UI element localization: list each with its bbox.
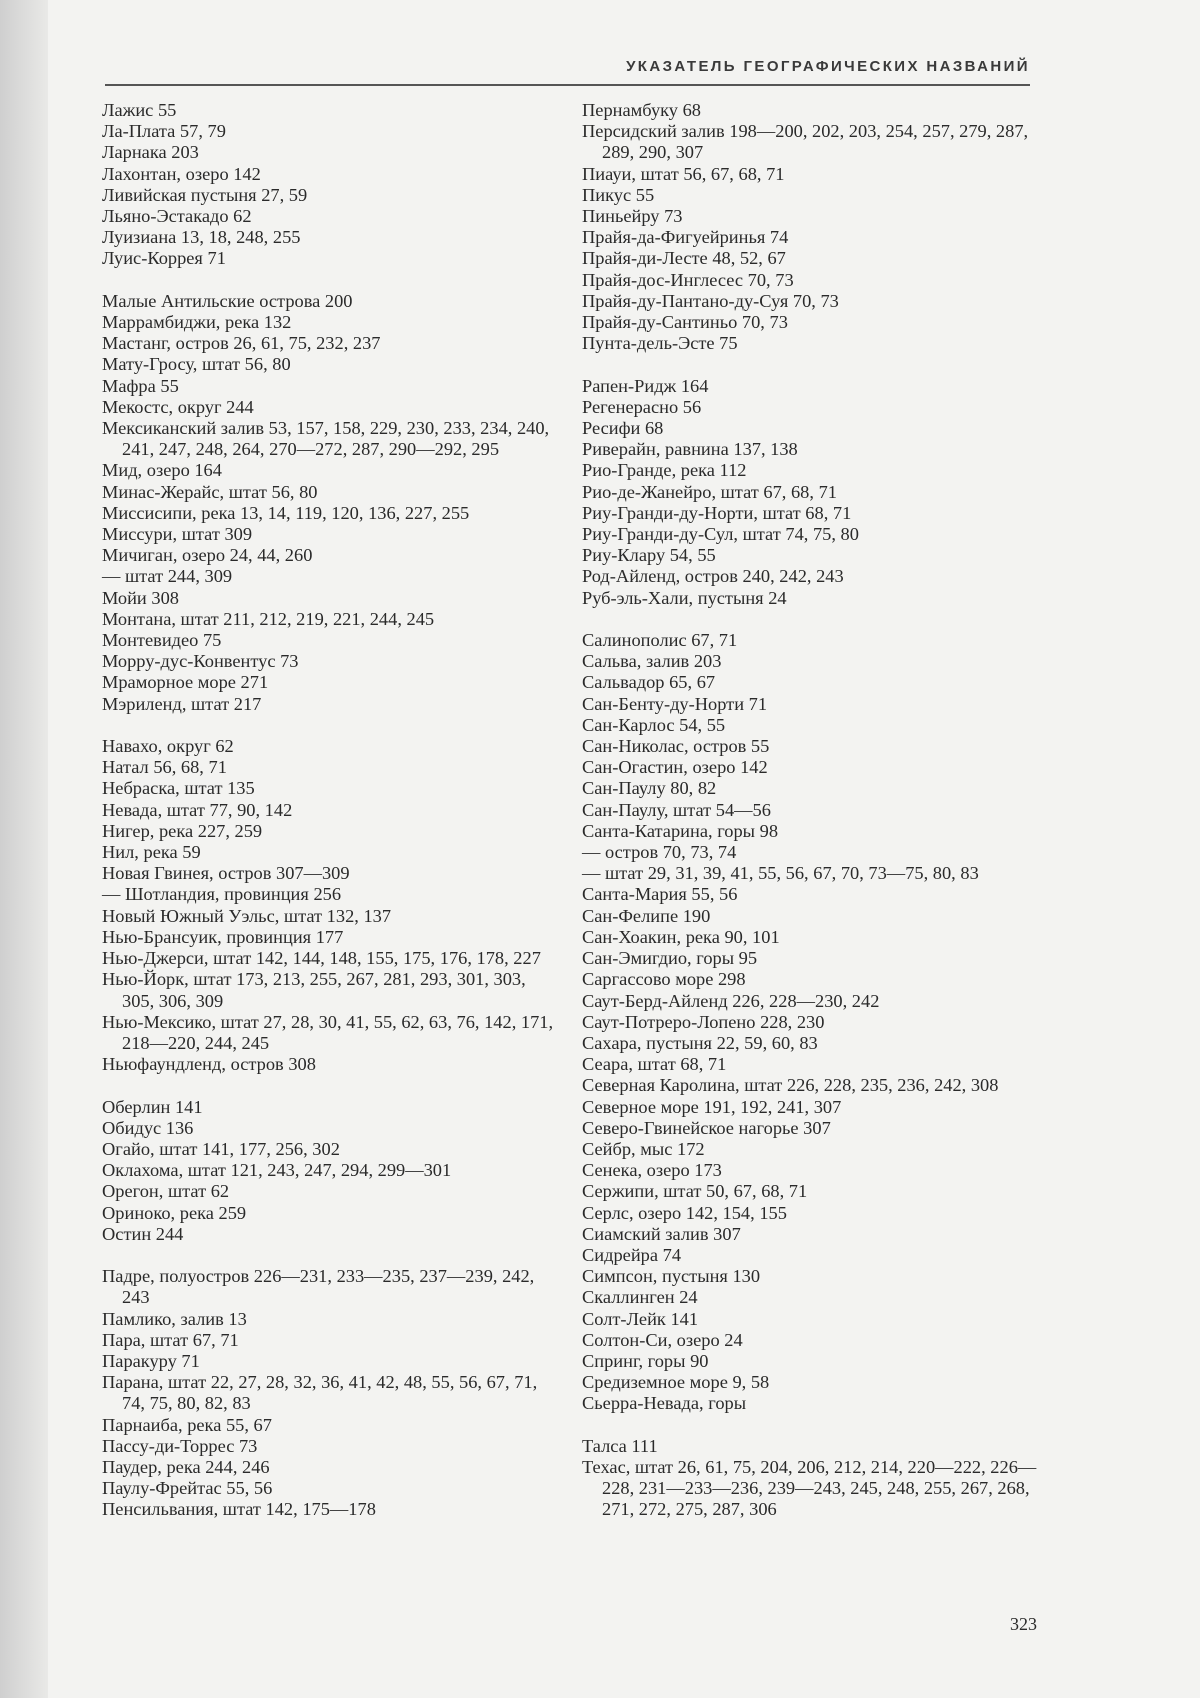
index-entry: Санта-Катарина, горы 98: [582, 820, 779, 841]
index-entry: Мекостс, округ 244: [102, 396, 254, 417]
index-entry: Сан-Бенту-ду-Норти 71: [582, 693, 768, 714]
index-entry: Натал 56, 68, 71: [102, 757, 227, 778]
index-entry: Монтевидео 75: [102, 630, 222, 651]
index-entry: Мичиган, озеро 24, 44, 260: [102, 545, 313, 566]
index-entry: Прайя-ду-Сантиньо 70, 73: [582, 312, 788, 333]
index-entry: Сан-Эмигдио, горы 95: [582, 948, 758, 969]
index-entry: Оберлин 141: [102, 1096, 203, 1117]
index-entry: Мойи 308: [102, 587, 179, 608]
index-entry: Остин 244: [102, 1223, 184, 1244]
index-entry: Ла-Плата 57, 79: [102, 121, 226, 142]
index-entry: Саут-Потреро-Лопено 228, 230: [582, 1011, 825, 1032]
index-entry: Прайя-да-Фигуейринья 74: [582, 227, 789, 248]
index-entry: Луис-Коррея 71: [102, 248, 226, 269]
index-entry: Мафра 55: [102, 375, 179, 396]
index-entry: Навахо, округ 62: [102, 736, 234, 757]
index-entry: Паулу-Фрейтас 55, 56: [102, 1478, 273, 1499]
index-entry: — штат 244, 309: [102, 566, 233, 587]
index-entry: Пенсильвания, штат 142, 175—178: [102, 1499, 376, 1520]
index-entry: Риу-Гранди-ду-Норти, штат 68, 71: [582, 502, 852, 523]
index-entry: Рио-де-Жанейро, штат 67, 68, 71: [582, 481, 837, 502]
index-entry: Техас, штат 26, 61, 75, 204, 206, 212, 214, 220—222, 226—228, 231—233—236, 239—243, 245, 248, 255, 267, 268, 271, 272, 275, 287, 306: [582, 1456, 1037, 1520]
index-entry: Регенерасно 56: [582, 396, 702, 417]
index-entry: Род-Айленд, остров 240, 242, 243: [582, 566, 844, 587]
index-entry: Сьерра-Невада, горы: [582, 1393, 747, 1414]
index-entry: Пернамбуку 68: [582, 100, 701, 120]
index-entry: Луизиана 13, 18, 248, 255: [102, 227, 301, 248]
index-entry: Мастанг, остров 26, 61, 75, 232, 237: [102, 333, 381, 354]
index-entry: Лажис 55: [102, 100, 177, 120]
index-entry: Небраска, штат 135: [102, 778, 255, 799]
index-entry: Сан-Паулу 80, 82: [582, 778, 717, 799]
index-entry: Сан-Паулу, штат 54—56: [582, 799, 771, 820]
index-entry: Огайо, штат 141, 177, 256, 302: [102, 1138, 340, 1159]
index-entry: Сан-Фелипе 190: [582, 905, 711, 926]
index-entry: Льяно-Эстакадо 62: [102, 206, 252, 227]
index-entry: Пунта-дель-Эсте 75: [582, 333, 738, 354]
page-edge-shadow: [0, 0, 48, 1698]
index-entry: Ньюфаундленд, остров 308: [102, 1054, 316, 1075]
index-entry: Прайя-ду-Пантано-ду-Суя 70, 73: [582, 290, 839, 311]
index-entry: Оклахома, штат 121, 243, 247, 294, 299—301: [102, 1160, 452, 1181]
index-entry: Парана, штат 22, 27, 28, 32, 36, 41, 42, 48, 55, 56, 67, 71, 74, 75, 80, 82, 83: [102, 1372, 538, 1414]
group-spacer: [582, 1415, 1042, 1436]
index-entry: Прайя-ди-Лесте 48, 52, 67: [582, 248, 786, 269]
index-entry: Сальва, залив 203: [582, 651, 722, 672]
index-entry: Сан-Огастин, озеро 142: [582, 757, 768, 778]
index-entry: Мату-Гросу, штат 56, 80: [102, 354, 291, 375]
index-entry: Саут-Берд-Айленд 226, 228—230, 242: [582, 990, 880, 1011]
index-entry: Средиземное море 9, 58: [582, 1372, 770, 1393]
group-spacer: [102, 270, 562, 291]
index-entry: Солт-Лейк 141: [582, 1308, 699, 1329]
index-entry: Северная Каролина, штат 226, 228, 235, 236, 242, 308: [582, 1075, 999, 1096]
index-entry: Сейбр, мыс 172: [582, 1138, 705, 1159]
index-entry: Малые Антильские острова 200: [102, 290, 353, 311]
index-entry: Пара, штат 67, 71: [102, 1329, 239, 1350]
index-entry: Нью-Брансуик, провинция 177: [102, 926, 344, 947]
group-spacer: [102, 715, 562, 736]
index-entry: Прайя-дос-Инглесес 70, 73: [582, 269, 794, 290]
index-entry: Пассу-ди-Торрес 73: [102, 1435, 258, 1456]
index-entry: Миссури, штат 309: [102, 524, 253, 545]
index-entry: Рапен-Ридж 164: [582, 375, 709, 396]
index-entry: Спринг, горы 90: [582, 1350, 709, 1371]
index-entry: Персидский залив 198—200, 202, 203, 254, 257, 279, 287, 289, 290, 307: [582, 121, 1029, 163]
index-entry: Северо-Гвинейское нагорье 307: [582, 1117, 831, 1138]
index-entry: — Шотландия, провинция 256: [102, 884, 342, 905]
index-entry: Пиньейру 73: [582, 206, 683, 227]
index-entry: Монтана, штат 211, 212, 219, 221, 244, 245: [102, 608, 435, 629]
index-entry: Нью-Мексико, штат 27, 28, 30, 41, 55, 62, 63, 76, 142, 171, 218—220, 244, 245: [102, 1011, 554, 1053]
index-entry: Сиамский залив 307: [582, 1223, 741, 1244]
index-entry: Ориноко, река 259: [102, 1202, 247, 1223]
index-entry: Лахонтан, озеро 142: [102, 163, 261, 184]
index-entry: Санта-Мария 55, 56: [582, 884, 738, 905]
group-spacer: [582, 609, 1042, 630]
index-entry: Сеара, штат 68, 71: [582, 1054, 727, 1075]
header-rule: [105, 84, 1030, 86]
index-entry: Серлс, озеро 142, 154, 155: [582, 1202, 787, 1223]
index-entry: Саргассово море 298: [582, 969, 746, 990]
index-entry: Миссисипи, река 13, 14, 119, 120, 136, 227, 255: [102, 502, 470, 523]
index-entry: Парнаиба, река 55, 67: [102, 1414, 272, 1435]
index-entry: Риверайн, равнина 137, 138: [582, 439, 798, 460]
index-entry: Новая Гвинея, остров 307—309: [102, 863, 350, 884]
index-entry: Талса 111: [582, 1435, 658, 1456]
index-entry: Пиауи, штат 56, 67, 68, 71: [582, 163, 785, 184]
index-column-left: [102, 100, 562, 1521]
index-entry: Сан-Карлос 54, 55: [582, 714, 726, 735]
index-entry: Нил, река 59: [102, 842, 201, 863]
index-entry: Пикус 55: [582, 184, 655, 205]
running-header: УКАЗАТЕЛЬ ГЕОГРАФИЧЕСКИХ НАЗВАНИЙ: [626, 58, 1030, 75]
index-entry: Руб-эль-Хали, пустыня 24: [582, 587, 787, 608]
index-entry: Новый Южный Уэльс, штат 132, 137: [102, 905, 392, 926]
index-entry: Сан-Хоакин, река 90, 101: [582, 926, 780, 947]
page-number: 323: [1010, 1614, 1037, 1634]
group-spacer: [102, 1245, 562, 1266]
index-entry: — остров 70, 73, 74: [582, 842, 737, 863]
index-entry: Орегон, штат 62: [102, 1181, 230, 1202]
index-entry: Паракуру 71: [102, 1350, 200, 1371]
index-entry: Сахара, пустыня 22, 59, 60, 83: [582, 1032, 818, 1053]
index-entry: Мексиканский залив 53, 157, 158, 229, 230, 233, 234, 240, 241, 247, 248, 264, 270—272, 287, 290—292, 295: [102, 418, 550, 460]
index-entry: Паудер, река 244, 246: [102, 1456, 270, 1477]
index-entry: Сидрейра 74: [582, 1244, 682, 1265]
index-entry: Невада, штат 77, 90, 142: [102, 799, 293, 820]
index-entry: Рио-Гранде, река 112: [582, 460, 747, 481]
index-entry: Ливийская пустыня 27, 59: [102, 184, 308, 205]
index-entry: Ресифи 68: [582, 418, 664, 439]
index-entry: Минас-Жерайс, штат 56, 80: [102, 481, 318, 502]
index-entry: Скаллинген 24: [582, 1287, 698, 1308]
index-entry: Памлико, залив 13: [102, 1308, 247, 1329]
index-entry: Мэриленд, штат 217: [102, 693, 262, 714]
index-entry: Сержипи, штат 50, 67, 68, 71: [582, 1181, 808, 1202]
index-entry: Нью-Джерси, штат 142, 144, 148, 155, 175, 176, 178, 227: [102, 948, 541, 969]
index-entry: Риу-Клару 54, 55: [582, 545, 716, 566]
index-entry: Сан-Николас, остров 55: [582, 736, 770, 757]
index-entry: Нигер, река 227, 259: [102, 820, 263, 841]
index-entry: Обидус 136: [102, 1117, 194, 1138]
group-spacer: [102, 1075, 562, 1096]
index-entry: Морру-дус-Конвентус 73: [102, 651, 299, 672]
index-column-right: [582, 100, 1042, 1521]
group-spacer: [582, 354, 1042, 375]
index-entry: Солтон-Си, озеро 24: [582, 1329, 743, 1350]
index-entry: Ларнака 203: [102, 142, 199, 163]
index-entry: — штат 29, 31, 39, 41, 55, 56, 67, 70, 73—75, 80, 83: [582, 863, 979, 884]
index-entry: Маррамбиджи, река 132: [102, 312, 292, 333]
index-entry: Симпсон, пустыня 130: [582, 1266, 761, 1287]
index-entry: Мид, озеро 164: [102, 460, 222, 481]
index-entry: Сальвадор 65, 67: [582, 672, 716, 693]
index-entry: Нью-Йорк, штат 173, 213, 255, 267, 281, 293, 301, 303, 305, 306, 309: [102, 969, 526, 1011]
index-entry: Падре, полуостров 226—231, 233—235, 237—239, 242, 243: [102, 1266, 535, 1308]
index-entry: Салинополис 67, 71: [582, 630, 738, 651]
index-entry: Сенека, озеро 173: [582, 1160, 722, 1181]
index-entry: Риу-Гранди-ду-Сул, штат 74, 75, 80: [582, 524, 859, 545]
index-entry: Северное море 191, 192, 241, 307: [582, 1096, 842, 1117]
index-entry: Мраморное море 271: [102, 672, 269, 693]
